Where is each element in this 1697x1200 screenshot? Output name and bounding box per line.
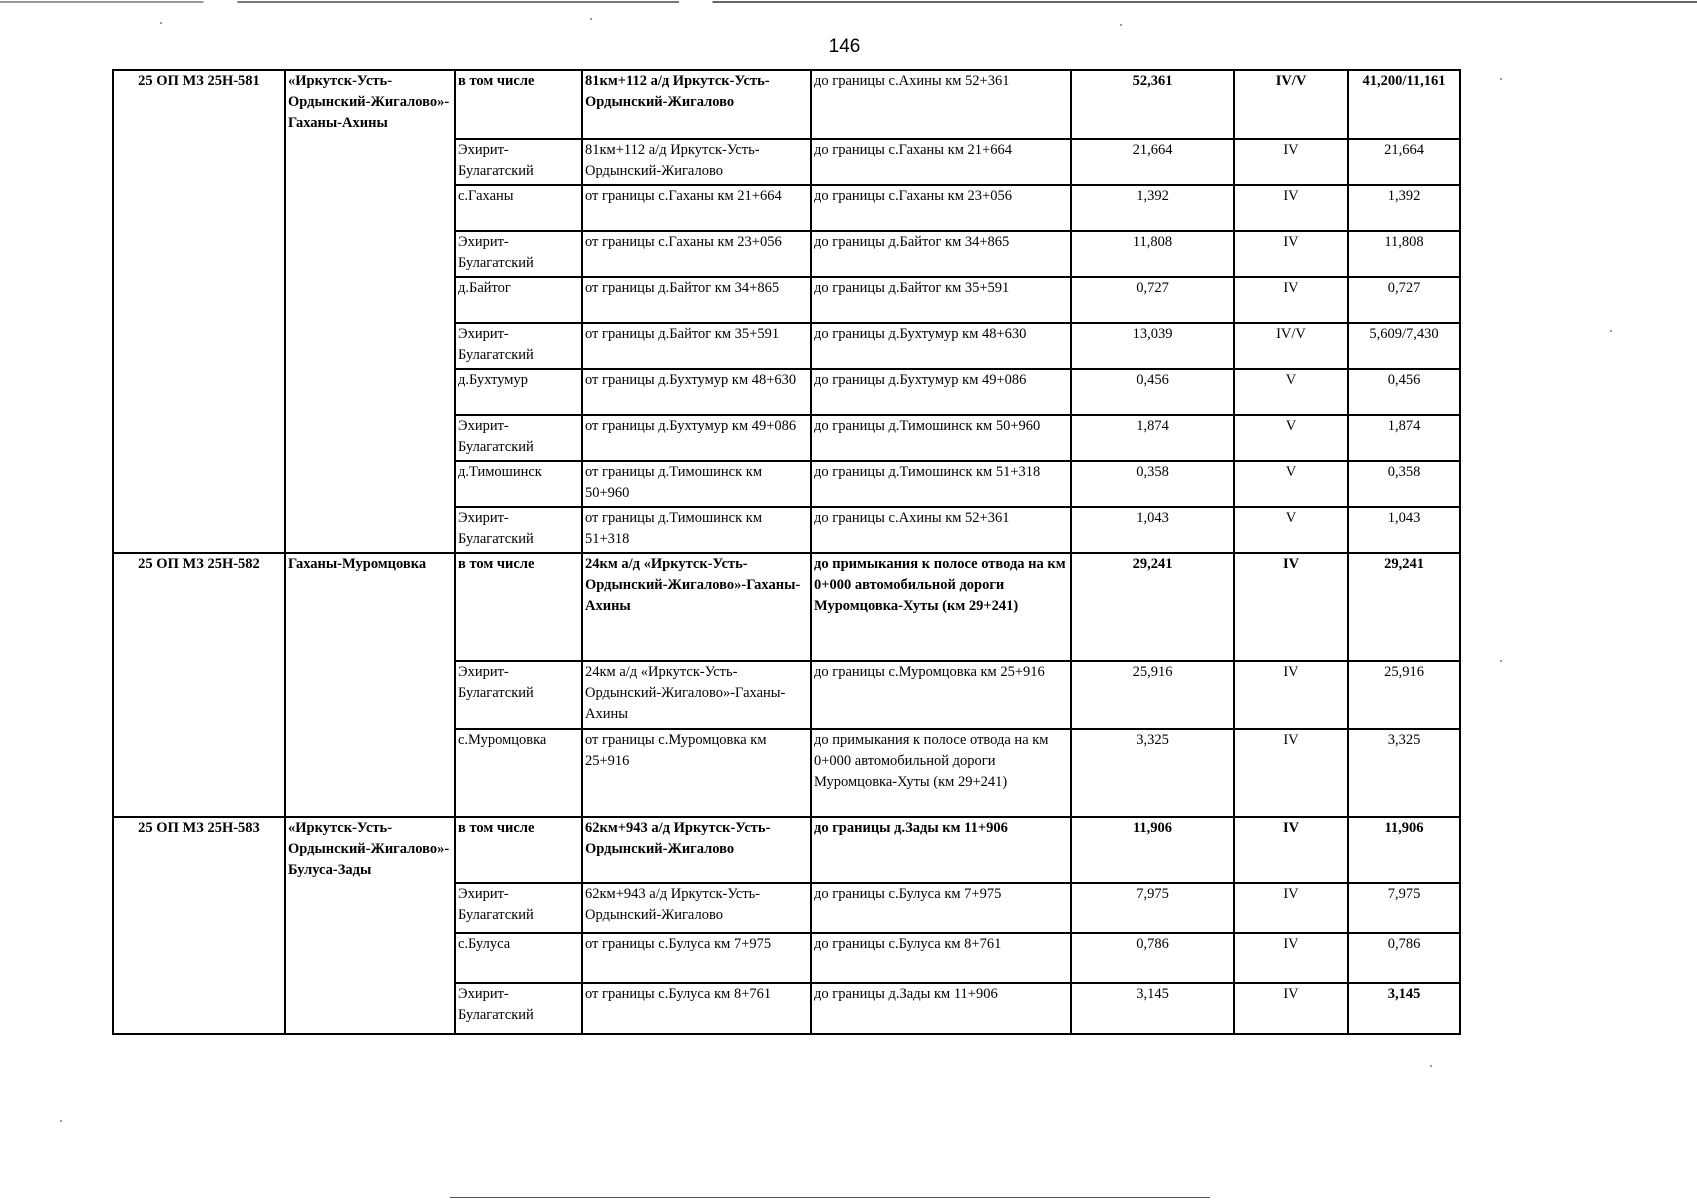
length-cell: 1,874 [1071,415,1234,461]
area-cell: с.Гаханы [455,185,582,231]
from-cell: от границы д.Байтог км 35+591 [582,323,811,369]
area-cell: Эхирит-Булагатский [455,415,582,461]
category-cell: IV [1234,817,1348,883]
category-cell: IV/V [1234,323,1348,369]
category-cell: IV [1234,139,1348,185]
road-name-cell: «Иркутск-Усть-Ордынский-Жигалово»-Булуса-Зады [285,817,455,1034]
split-length-cell: 1,043 [1348,507,1460,553]
table-row [113,70,1460,139]
to-cell: до границы д.Тимошинск км 50+960 [811,415,1071,461]
split-length-cell: 25,916 [1348,661,1460,729]
from-cell: от границы с.Булуса км 8+761 [582,983,811,1034]
from-cell: 62км+943 а/д Иркутск-Усть-Ордынский-Жигалово [582,883,811,933]
split-length-cell: 11,808 [1348,231,1460,277]
to-cell: до границы д.Зады км 11+906 [811,817,1071,883]
category-cell: IV [1234,553,1348,661]
from-cell: 24км а/д «Иркутск-Усть-Ордынский-Жигалово»-Гаханы-Ахины [582,661,811,729]
category-cell: IV [1234,933,1348,983]
area-cell: в том числе [455,817,582,883]
split-length-cell: 3,325 [1348,729,1460,817]
area-cell: Эхирит-Булагатский [455,883,582,933]
scan-speck [1610,330,1612,332]
from-cell: 62км+943 а/д Иркутск-Усть-Ордынский-Жигалово [582,817,811,883]
category-cell: IV/V [1234,70,1348,139]
to-cell: до границы с.Булуса км 7+975 [811,883,1071,933]
road-code-cell: 25 ОП МЗ 25Н-582 [113,553,285,817]
length-cell: 0,456 [1071,369,1234,415]
page-number: 146 [828,36,861,57]
road-name-cell: «Иркутск-Усть-Ордынский-Жигалово»-Гаханы-Ахины [285,70,455,553]
area-cell: с.Муромцовка [455,729,582,817]
from-cell: от границы д.Бухтумур км 48+630 [582,369,811,415]
road-code-cell: 25 ОП МЗ 25Н-581 [113,70,285,553]
table-row [113,817,1460,883]
to-cell: до примыкания к полосе отвода на км 0+000 автомобильной дороги Муромцовка-Хуты (км 29+241) [811,553,1071,661]
to-cell: до границы д.Байтог км 34+865 [811,231,1071,277]
category-cell: V [1234,369,1348,415]
road-name-cell: Гаханы-Муромцовка [285,553,455,817]
area-cell: д.Тимошинск [455,461,582,507]
split-length-cell: 1,874 [1348,415,1460,461]
split-length-cell: 3,145 [1348,983,1460,1034]
road-code-cell: 25 ОП МЗ 25Н-583 [113,817,285,1034]
to-cell: до границы с.Ахины км 52+361 [811,507,1071,553]
to-cell: до границы д.Бухтумур км 48+630 [811,323,1071,369]
length-cell: 3,325 [1071,729,1234,817]
area-cell: Эхирит-Булагатский [455,323,582,369]
from-cell: от границы с.Муромцовка км 25+916 [582,729,811,817]
category-cell: IV [1234,661,1348,729]
from-cell: 81км+112 а/д Иркутск-Усть-Ордынский-Жигалово [582,70,811,139]
from-cell: 81км+112 а/д Иркутск-Усть-Ордынский-Жигалово [582,139,811,185]
category-cell: V [1234,507,1348,553]
length-cell: 0,358 [1071,461,1234,507]
scan-speck [160,22,162,24]
scan-speck [1500,78,1502,80]
split-length-cell: 0,358 [1348,461,1460,507]
to-cell: до границы д.Бухтумур км 49+086 [811,369,1071,415]
length-cell: 7,975 [1071,883,1234,933]
split-length-cell: 11,906 [1348,817,1460,883]
from-cell: от границы д.Тимошинск км 50+960 [582,461,811,507]
area-cell: д.Бухтумур [455,369,582,415]
from-cell: от границы д.Бухтумур км 49+086 [582,415,811,461]
length-cell: 3,145 [1071,983,1234,1034]
to-cell: до границы с.Гаханы км 23+056 [811,185,1071,231]
category-cell: IV [1234,277,1348,323]
length-cell: 21,664 [1071,139,1234,185]
split-length-cell: 0,727 [1348,277,1460,323]
area-cell: в том числе [455,553,582,661]
split-length-cell: 21,664 [1348,139,1460,185]
from-cell: от границы с.Гаханы км 21+664 [582,185,811,231]
area-cell: д.Байтог [455,277,582,323]
area-cell: Эхирит-Булагатский [455,231,582,277]
area-cell: Эхирит-Булагатский [455,983,582,1034]
area-cell: с.Булуса [455,933,582,983]
length-cell: 11,906 [1071,817,1234,883]
split-length-cell: 0,786 [1348,933,1460,983]
split-length-cell: 5,609/7,430 [1348,323,1460,369]
length-cell: 1,392 [1071,185,1234,231]
category-cell: IV [1234,185,1348,231]
to-cell: до границы с.Муромцовка км 25+916 [811,661,1071,729]
scan-speck [1430,1065,1432,1067]
category-cell: V [1234,415,1348,461]
scan-speck [60,1120,62,1122]
bottom-scan-rule [450,1197,1210,1198]
to-cell: до границы д.Тимошинск км 51+318 [811,461,1071,507]
area-cell: Эхирит-Булагатский [455,139,582,185]
from-cell: от границы д.Тимошинск км 51+318 [582,507,811,553]
length-cell: 11,808 [1071,231,1234,277]
top-scan-rule [0,1,1697,3]
from-cell: от границы д.Байтог км 34+865 [582,277,811,323]
area-cell: в том числе [455,70,582,139]
length-cell: 52,361 [1071,70,1234,139]
to-cell: до примыкания к полосе отвода на км 0+000 автомобильной дороги Муромцовка-Хуты (км 29+241) [811,729,1071,817]
length-cell: 29,241 [1071,553,1234,661]
to-cell: до границы с.Булуса км 8+761 [811,933,1071,983]
split-length-cell: 29,241 [1348,553,1460,661]
split-length-cell: 1,392 [1348,185,1460,231]
split-length-cell: 7,975 [1348,883,1460,933]
to-cell: до границы д.Байтог км 35+591 [811,277,1071,323]
table-row [113,553,1460,661]
to-cell: до границы с.Гаханы км 21+664 [811,139,1071,185]
category-cell: IV [1234,883,1348,933]
length-cell: 0,727 [1071,277,1234,323]
category-cell: IV [1234,983,1348,1034]
to-cell: до границы с.Ахины км 52+361 [811,70,1071,139]
length-cell: 0,786 [1071,933,1234,983]
length-cell: 13,039 [1071,323,1234,369]
scan-speck [1120,24,1122,26]
length-cell: 25,916 [1071,661,1234,729]
scan-speck [1500,660,1502,662]
category-cell: IV [1234,231,1348,277]
to-cell: до границы д.Зады км 11+906 [811,983,1071,1034]
scan-speck [590,18,592,20]
length-cell: 1,043 [1071,507,1234,553]
split-length-cell: 41,200/11,161 [1348,70,1460,139]
category-cell: V [1234,461,1348,507]
from-cell: 24км а/д «Иркутск-Усть-Ордынский-Жигалово»-Гаханы-Ахины [582,553,811,661]
area-cell: Эхирит-Булагатский [455,661,582,729]
roads-table [112,69,1461,1035]
from-cell: от границы с.Гаханы км 23+056 [582,231,811,277]
from-cell: от границы с.Булуса км 7+975 [582,933,811,983]
category-cell: IV [1234,729,1348,817]
area-cell: Эхирит-Булагатский [455,507,582,553]
split-length-cell: 0,456 [1348,369,1460,415]
